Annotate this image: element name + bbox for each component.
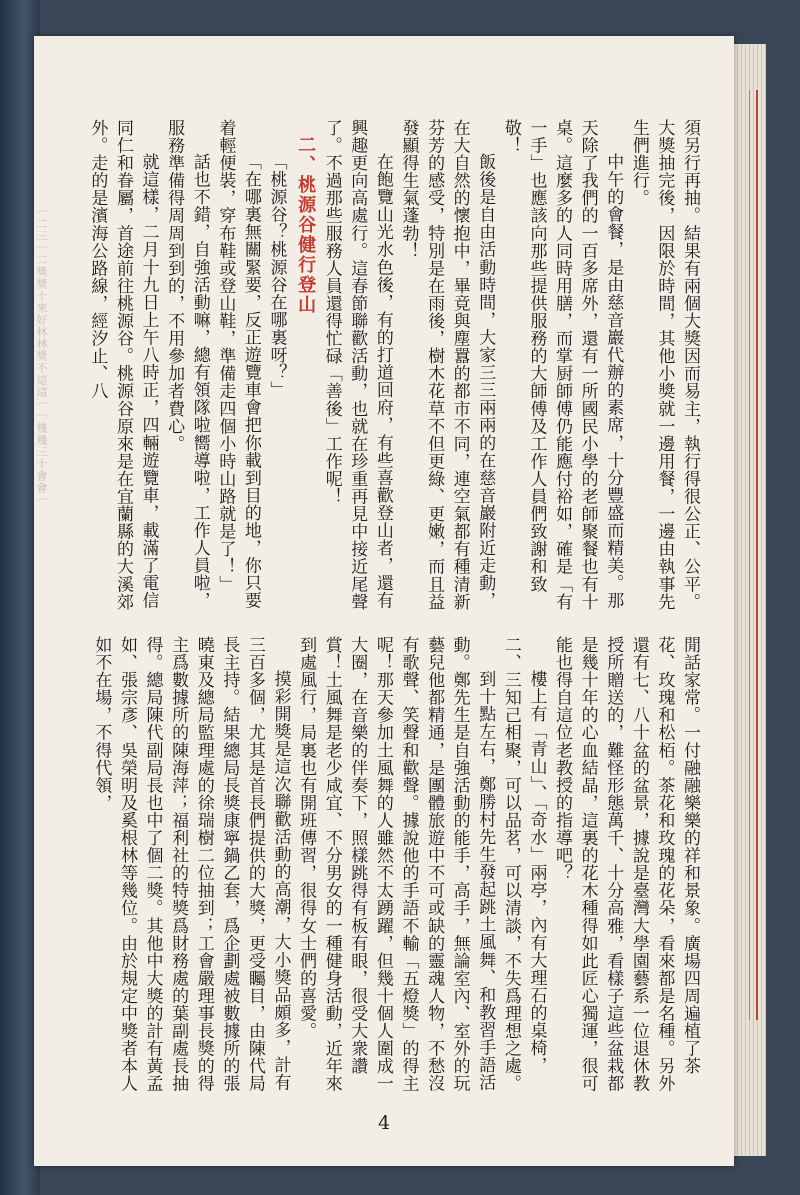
page-number: 4 xyxy=(377,1112,391,1134)
paragraph: 到十點左右，鄭勝村先生發起跳土風舞、和教習手語活動。鄭先生是自強活動的能手，高手，無論室內、室外的玩藝兒他都精通，是團體旅遊中不可或缺的靈魂人物，不愁沒有歌聲、笑聲和歡聲。據說他的手語不輸「五燈獎」的得主呢！那天參加土風舞的人雖然不太踴躍，但幾十個人圍成一大圈，在音樂的伴奏下，照樣跳得有板有眼，很受大衆讚賞！土風舞是老少咸宜、不分男女的一種健身活動，近年來到處風行，局裏也有開班傳習，很得女士們的喜愛。 xyxy=(296,636,496,1093)
paragraph: 中午的會餐，是由慈音巖代辦的素席，十分豐盛而精美。那天除了我們的一百多席外，還有一所國民小學的老師聚餐也有十桌。這麼多的人同時用膳，而掌厨師傅仍能應付裕如，確是「有一手」也應該向那些提供服務的大師傅及工作人員們致謝和致敬！ xyxy=(500,119,624,611)
paragraph: 就這樣，二月十九日上午八時正，四輛遊覽車，載滿了電信同仁和眷屬，首途前往桃源谷。桃源谷原來是在宜蘭縣的大溪郊外。走的是濱海公路線，經汐止、八 xyxy=(87,119,159,611)
paragraph: 樓上有「青山」、「奇水」兩亭，內有大理石的桌椅，二、三知己相聚，可以品茗，可以清談，不失爲理想之處。 xyxy=(500,636,547,1093)
section-heading: 二、桃源谷健行登山 xyxy=(295,135,317,315)
bleed-through-text: 一二三一二獎獎十來好林林獎不這這一一幾幾三十會會一 xyxy=(35,206,48,506)
paragraph: 須另行再抽。結果有兩個大獎因而易主，執行得很公正、公平。大獎抽完後，因限於時間，其他小獎就一邊用餐，一邊由執事先生們進行。 xyxy=(628,119,700,611)
paragraph: 閒話家常。一付融融樂樂的祥和景象。廣場四周遍植了茶花、玫瑰和松栢。茶花和玫瑰的花朵，看來都是名種。另外還有七、八十盆的盆景，據說是臺灣大學園藝系一位退休教授所贈送的，難怪形態萬千、十分高雅，看樣子這些盆栽都是幾十年的心血結晶，這裏的花木種得如此匠心獨運，很可能也得自這位老教授的指導吧？ xyxy=(552,636,700,1093)
book-page xyxy=(34,36,734,1166)
paragraph: 「在哪裏無關緊要，反正遊覽車會把你載到目的地，你只要着輕便裝，穿布鞋或登山鞋，準備走四個小時山路就是了！」 xyxy=(215,119,261,610)
paragraph: 飯後是自由活動時間，大家三三兩兩的在慈音巖附近走動，在大自然的懷抱中，畢竟與塵囂的都市不同，連空氣都有種清新芬芳的感受，特別是在雨後，樹木花草不但更綠、更嫩，而且益發顯得生氣蓬勃！ xyxy=(398,119,496,611)
text-block-top xyxy=(87,119,702,619)
paragraph: 話也不錯，自強活動嘛，總有領隊啦嚮導啦，工作人員啦，服務準備得周周到到的，不用參加者費心。 xyxy=(164,119,210,610)
paragraph: 在飽覽山光水色後，有的打道回府，有些喜歡登山者，還有興趣更向高處行。這春節聯歡活動，也就在珍重再見中接近尾聲了。不過那些服務人員還得忙碌「善後」工作呢！ xyxy=(321,119,393,611)
edge-red-line xyxy=(756,90,758,1020)
paragraph: 摸彩開獎是這次聯歡活動的高潮，大小獎品頗多，計有三百多個，尤其是首長們提供的大獎，更受矚目，由陳代局長主持。結果總局長獎康寧鍋乙套，爲企劃處被數據所的張曉東及總局監理處的徐瑞樹二位抽到；工會嚴理事長獎的得主爲數據所的陳海萍；福利社的特獎爲財務處的葉副處長抽得。總局陳代副局長也中了個二獎。其他中大獎的計有黃孟如、張宗彥、吳榮明及奚根林等幾位。由於規定中獎者本人如不在場，不得代領， xyxy=(91,636,291,1093)
edge-red-line-thin xyxy=(749,90,750,1020)
paragraph: 「桃源谷？桃源谷在哪裏呀？」 xyxy=(266,153,287,399)
text-block-bottom xyxy=(84,636,702,1106)
